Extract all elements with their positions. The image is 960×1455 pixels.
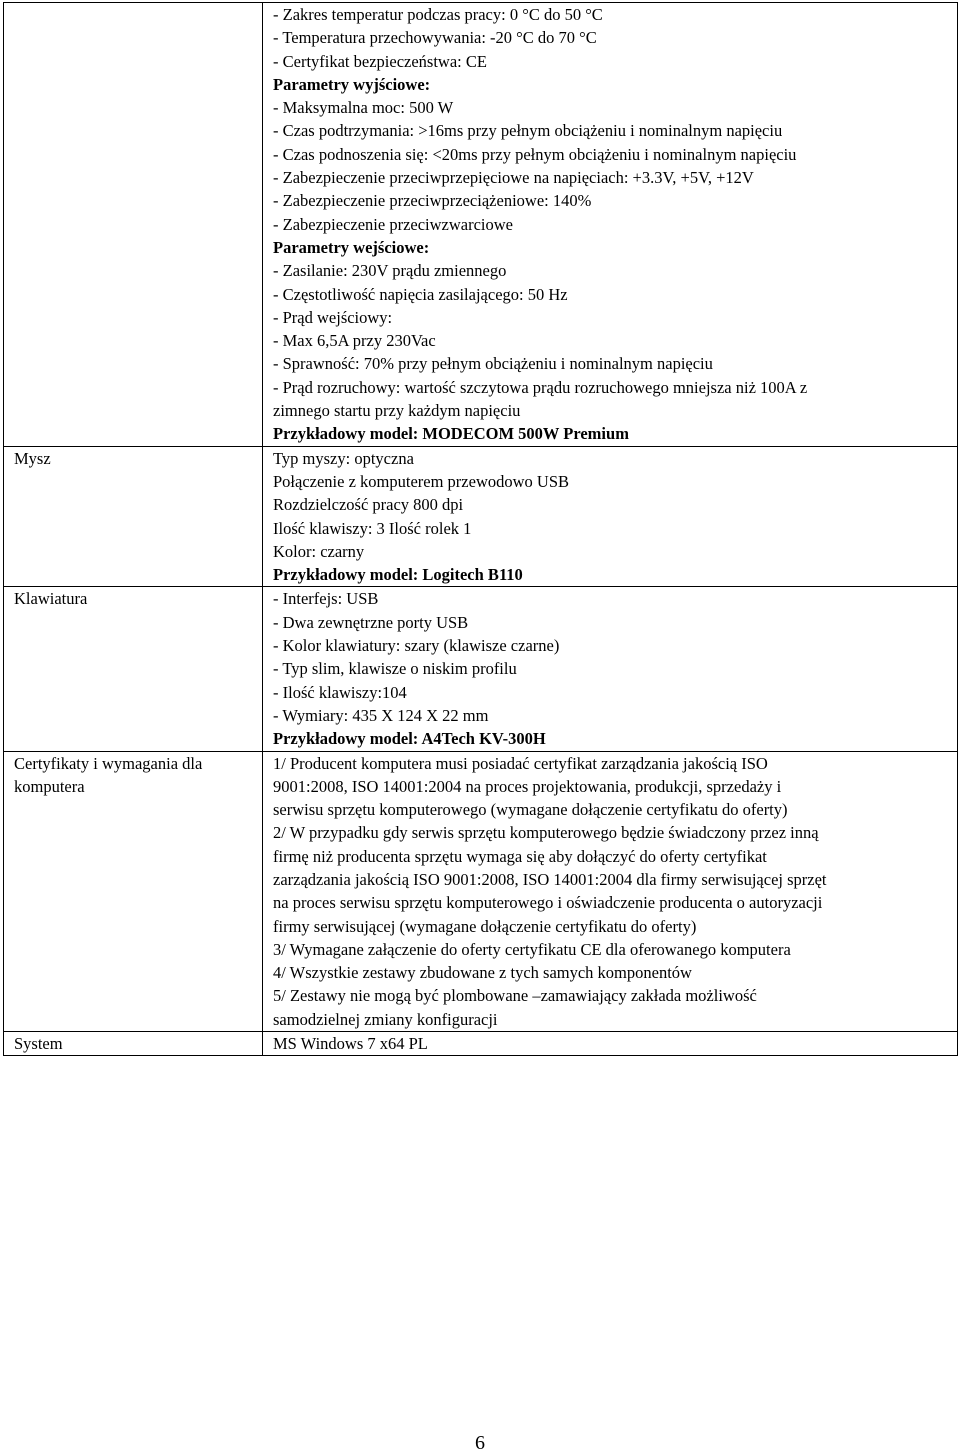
spec-line: - Certyfikat bezpieczeństwa: CE (273, 51, 487, 71)
spec-row-content (263, 446, 958, 587)
spec-line: zimnego startu przy każdym napięciu (273, 401, 521, 421)
spec-line: 3/ Wymagane załączenie do oferty certyfikatu CE dla oferowanego komputera (273, 939, 791, 959)
spec-line: - Typ slim, klawisze o niskim profilu (273, 659, 517, 679)
spec-line: na proces serwisu sprzętu komputerowego i oświadczenie producenta o autoryzacji (273, 893, 823, 913)
spec-line: - Czas podnoszenia się: <20ms przy pełnym obciążeniu i nominalnym napięciu (273, 144, 797, 164)
spec-line: - Prąd wejściowy: (273, 307, 393, 327)
spec-line: - Częstotliwość napięcia zasilającego: 50 Hz (273, 284, 568, 304)
specification-table (3, 2, 958, 1056)
spec-line: Typ myszy: optyczna (273, 448, 414, 468)
spec-line: 1/ Producent komputera musi posiadać certyfikat zarządzania jakością ISO (273, 753, 768, 773)
spec-line: Kolor: czarny (273, 541, 365, 561)
spec-line: - Zakres temperatur podczas pracy: 0 °C do 50 °C (273, 5, 603, 24)
spec-line: Ilość klawiszy: 3 Ilość rolek 1 (273, 518, 472, 538)
spec-row (4, 446, 958, 587)
spec-row (4, 587, 958, 751)
spec-line: - Czas podtrzymania: >16ms przy pełnym obciążeniu i nominalnym napięciu (273, 121, 783, 141)
example-model-line: Parametry wejściowe: (273, 237, 430, 257)
spec-line: - Prąd rozruchowy: wartość szczytowa prądu rozruchowego mniejsza niż 100A z (273, 377, 808, 397)
spec-row-label: Mysz (4, 446, 263, 587)
spec-line: - Wymiary: 435 X 124 X 22 mm (273, 705, 489, 725)
spec-line: - Ilość klawiszy:104 (273, 682, 407, 702)
spec-line: samodzielnej zmiany konfiguracji (273, 1009, 498, 1029)
spec-line: - Temperatura przechowywania: -20 °C do 70 °C (273, 28, 597, 48)
spec-line: 4/ Wszystkie zestawy zbudowane z tych samych komponentów (273, 963, 692, 983)
example-model-line: Przykładowy model: Logitech B110 (273, 565, 523, 585)
spec-line: 9001:2008, ISO 14001:2004 na proces projektowania, produkcji, sprzedaży i (273, 776, 782, 796)
spec-line: zarządzania jakością ISO 9001:2008, ISO 14001:2004 dla firmy serwisującej sprzęt (273, 869, 827, 889)
spec-line: - Zabezpieczenie przeciwzwarciowe (273, 214, 513, 234)
spec-line: Połączenie z komputerem przewodowo USB (273, 471, 570, 491)
spec-line: - Maksymalna moc: 500 W (273, 98, 454, 118)
spec-line: - Dwa zewnętrzne porty USB (273, 612, 469, 632)
spec-row-content (263, 751, 958, 1032)
spec-line: 2/ W przypadku gdy serwis sprzętu komputerowego będzie świadczony przez inną (273, 823, 819, 843)
page-number: 6 (475, 1432, 485, 1454)
spec-line: firmę niż producenta sprzętu wymaga się aby dołączyć do oferty certyfikat (273, 846, 767, 866)
spec-row-label (4, 3, 263, 447)
example-model-line: Przykładowy model: A4Tech KV-300H (273, 729, 546, 749)
spec-line: - Max 6,5A przy 230Vac (273, 331, 436, 351)
example-model-line: Parametry wyjściowe: (273, 74, 431, 94)
example-model-line: Przykładowy model: MODECOM 500W Premium (273, 424, 629, 444)
spec-line: MS Windows 7 x64 PL (273, 1034, 428, 1054)
spec-row-label: Klawiatura (4, 587, 263, 751)
spec-line: Rozdzielczość pracy 800 dpi (273, 495, 464, 515)
spec-line: - Kolor klawiatury: szary (klawisze czarne) (273, 636, 560, 656)
spec-line: - Zasilanie: 230V prądu zmiennego (273, 261, 507, 281)
spec-line: - Zabezpieczenie przeciwprzepięciowe na napięciach: +3.3V, +5V, +12V (273, 168, 754, 188)
specification-table-body (4, 3, 958, 1056)
spec-row-content (263, 587, 958, 751)
spec-line: - Zabezpieczenie przeciwprzeciążeniowe: 140% (273, 191, 592, 211)
spec-row (4, 3, 958, 447)
spec-line: firmy serwisującej (wymagane dołączenie certyfikatu do oferty) (273, 916, 697, 936)
spec-row-label: Certyfikaty i wymagania dla komputera (4, 751, 263, 1032)
spec-row-label: System (4, 1032, 263, 1056)
spec-row-content (263, 1032, 958, 1056)
spec-row-content (263, 3, 958, 447)
spec-row (4, 1032, 958, 1056)
spec-line: serwisu sprzętu komputerowego (wymagane dołączenie certyfikatu do oferty) (273, 800, 788, 820)
spec-row (4, 751, 958, 1032)
spec-line: - Sprawność: 70% przy pełnym obciążeniu i nominalnym napięciu (273, 354, 713, 374)
spec-line: - Interfejs: USB (273, 589, 379, 609)
spec-line: 5/ Zestawy nie mogą być plombowane –zamawiający zakłada możliwość (273, 986, 757, 1006)
